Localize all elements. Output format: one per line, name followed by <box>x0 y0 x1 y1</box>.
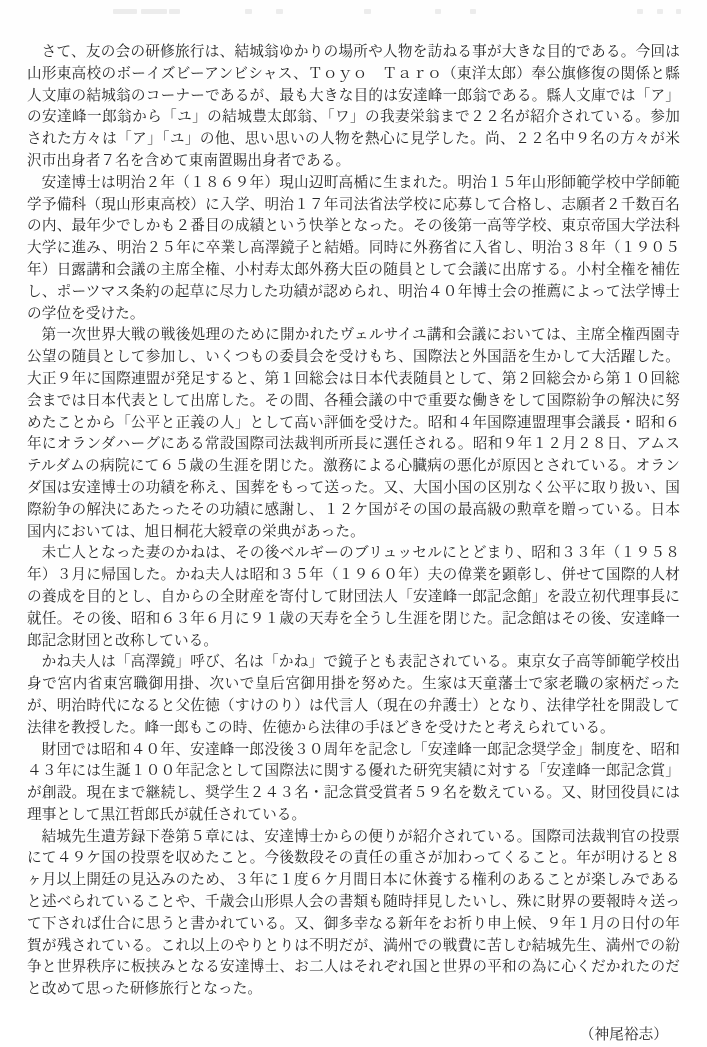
paragraph-adachi-early-life: 安達博士は明治２年（１８６９年）現山辺町高楯に生まれた。明治１５年山形師範学校中学師範学予備科（現山形東高校）に入学、明治１７年司法省法学校に応募して合格し、志願者２千数百名の内、最年少でしかも２番目の成績という快挙となった。その後第一高等学校、東京帝国大学法科大学に進み、明治２５年に卒業し高澤鏡子と結婚。同時に外務省に入省し、明治３８年（１９０５年）日露講和会議の主席全権、小村寿太郎外務大臣の随員として会議に出席する。小村全権を補佐し、ポーツマス条約の起草に尽力した功績が認められ、明治４０年博士会の推薦によって法学博士の学位を受けた。 <box>27 174 680 322</box>
paragraph-yuki-letters: 結城先生遺芳録下巻第５章には、安達博士からの便りが紹介されている。国際司法裁判官の投票にて４９ケ国の投票を収めたこと。今後数段その責任の重さが加わってくること。年が明けると８ヶ月以上開廷の見込みのため、３年に１度６ケ月間日本に休養する権利のあることが楽しみであると述べられていることや、千歳会山形県人会の書類も随時拝見したいし、殊に財界の要報時々送って下されば仕合に思うと書かれている。又、御多幸なる新年をお祈り申上候、９年１月の日付の年賀が残されている。これ以上のやりとりは不明だが、満州での戦費に苦しむ結城先生、満州での紛争と世界秩序に板挟みとなる安達博士、お二人はそれぞれ国と世界の平和の為に心くだかれたのだと改めて思った研修旅行となった。 <box>27 828 680 998</box>
paragraph-kane-background: かね夫人は「高澤鏡」呼び、名は「かね」で鏡子とも表記されている。東京女子高等師範学校出身で宮内省東宮職御用掛、次いで皇后宮御用掛を努めた。生家は天童藩士で家老職の家柄だったが、明治時代になると父佐徳（すけのり）は代言人（現在の弁護士）となり、法律学社を開設して法律を教授した。峰一郎もこの時、佐徳から法律の手ほどきを受けたと考えられている。 <box>27 654 680 736</box>
scan-noise-top <box>0 9 707 17</box>
paragraph-international-career: 第一次世界大戦の戦後処理のために開かれたヴェルサイユ講和会議においては、主席全権西園寺公望の随員として参加し、いくつもの委員会を受けもち、国際法と外国語を生かして大活躍した。大正９年に国際連盟が発足すると、第１回総会は日本代表随員として、第２回総会から第１０回総会までは日本代表として出席した。その間、各種会議の中で重要な働きをして国際紛争の解決に努めたことから「公平と正義の人」として高い評価を受けた。昭和４年国際連盟理事会議長・昭和６年にオランダハーグにある常設国際司法裁判所所長に選任される。昭和９年１２月２８日、アムステルダムの病院にて６５歳の生涯を閉じた。激務による心臓病の悪化が原因とされている。オランダ国は安達博士の功績を称え、国葬をもって送った。又、大国小国の区別なく公平に取り扱い、国際紛争の解決にあたったその功績に感謝し、１２ケ国がその国の最高級の勲章を贈っている。日本国内においては、旭日桐花大綬章の栄典があった。 <box>27 327 680 540</box>
paragraph-foundation: 財団では昭和４０年、安達峰一郎没後３０周年を記念し「安達峰一郎記念奨学金」制度を、昭和４３年には生誕１００年記念として国際法に関する優れた研究実績に対する「安達峰一郎記念賞」が創設。現在まで継続し、奨学生２４３名・記念賞受賞者５９名を数えている。又、財団役員には理事として黒江哲郎氏が就任されている。 <box>27 741 680 823</box>
paragraph-intro: さて、友の会の研修旅行は、結城翁ゆかりの場所や人物を訪ねる事が大きな目的である。今回は山形東高校のボーイズビーアンビシャス、Ｔｏｙｏ Ｔａｒｏ（東洋太郎）奉公旗修復の関係と縣人文庫の結城翁のコーナーであるが、最も大きな目的は安達峰一郎翁である。縣人文庫では「ア」の安達峰一郎翁から「ユ」の結城豊太郎翁、「ワ」の我妻栄翁まで２２名が紹介されている。参加された方々は「ア」「ユ」の他、思い思いの人物を熱心に見学した。尚、２２名中９名の方々が米沢市出身者７名を含めて東南置賜出身者である。 <box>27 44 680 169</box>
author-signature: （神尾裕志） <box>579 1027 668 1044</box>
paragraph-widow-kane: 未亡人となった妻のかねは、その後ベルギーのブリュッセルにとどまり、昭和３３年（１９５８年）３月に帰国した。かね夫人は昭和３５年（１９６０年）夫の偉業を顕彰し、併せて国際的人材の養成を目的とし、自からの全財産を寄付して財団法人「安達峰一郎記念館」を設立初代理事長に就任。その後、昭和６３年６月に９１歳の天寿を全うし生涯を閉じた。記念館はその後、安達峰一郎記念財団と改称している。 <box>27 545 680 649</box>
essay-body <box>27 42 680 1001</box>
